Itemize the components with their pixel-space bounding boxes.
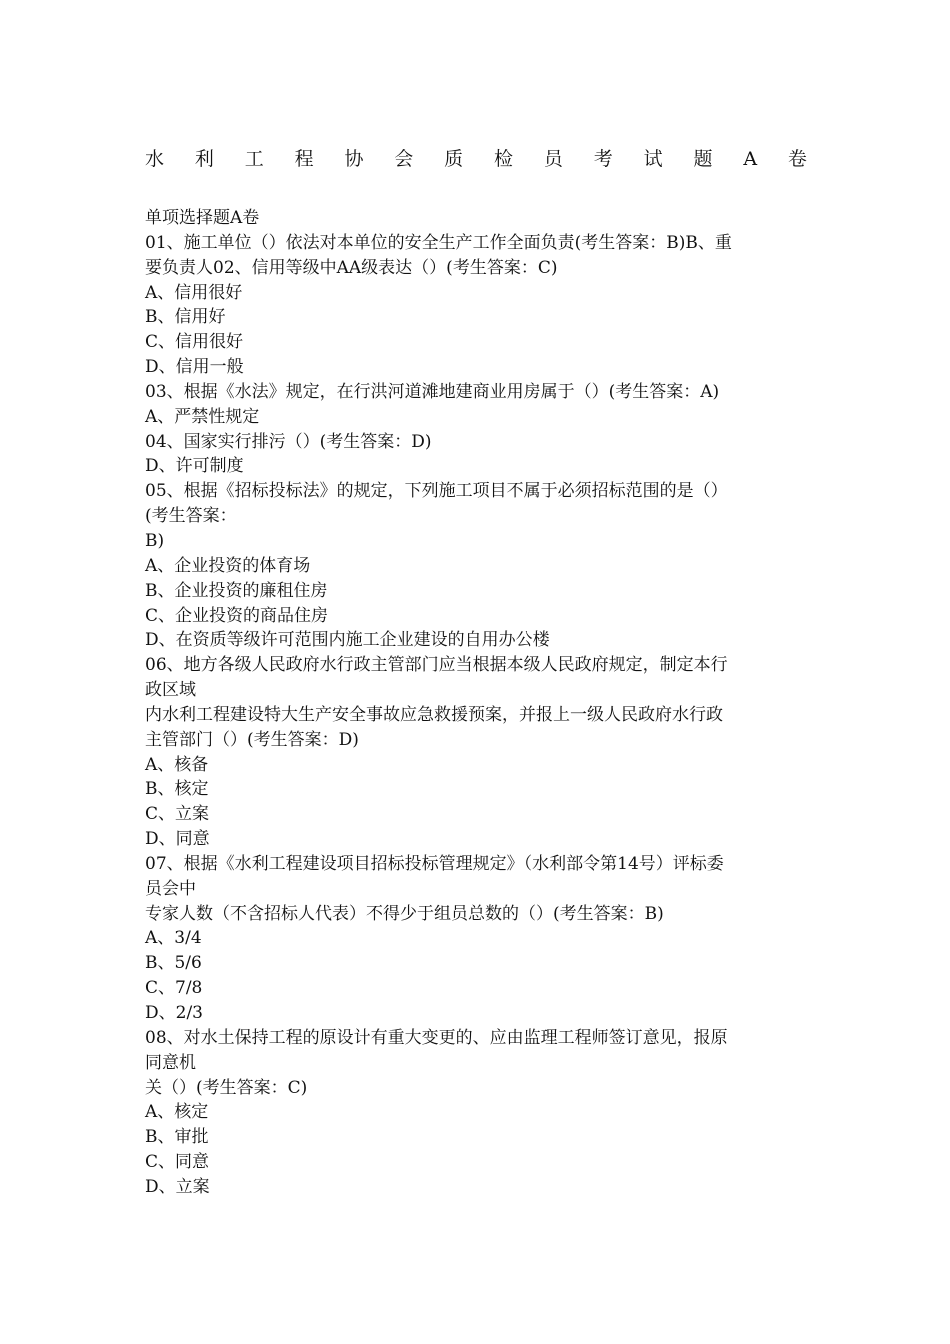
text-line: C、同意 <box>145 1152 210 1173</box>
text-line: 同意机 <box>145 1052 196 1073</box>
text-line: D、许可制度 <box>145 456 244 477</box>
title-char: 工 <box>244 148 264 170</box>
text-line: D、2/3 <box>145 1003 203 1023</box>
title-char: 会 <box>394 148 414 170</box>
title-char: 检 <box>494 148 514 170</box>
text-line: 要负责人02、信用等级中AA级表达（）(考生答案：C) <box>145 257 558 278</box>
text-line: D、在资质等级许可范围内施工企业建设的自用办公楼 <box>145 630 550 651</box>
text-line: C、立案 <box>145 804 210 825</box>
text-line: 关（）(考生答案：C) <box>145 1077 308 1098</box>
text-line: C、7/8 <box>145 978 203 999</box>
text-line: (考生答案： <box>145 506 237 527</box>
text-line: 07、根据《水利工程建设项目招标投标管理规定》（水利部令第14号）评标委 <box>145 853 724 874</box>
text-line: 员会中 <box>145 878 196 899</box>
text-line: D、同意 <box>145 829 210 850</box>
text-line: C、信用很好 <box>145 332 244 353</box>
text-line: A、核定 <box>145 1102 209 1123</box>
title-char: 质 <box>444 148 464 170</box>
text-line: 05、根据《招标投标法》的规定，下列施工项目不属于必须招标范围的是（） <box>145 481 728 502</box>
text-line: B、5/6 <box>145 953 202 974</box>
text-line: D、信用一般 <box>145 357 244 378</box>
document-title <box>145 146 807 172</box>
text-line: A、企业投资的体育场 <box>145 555 311 576</box>
text-line: 政区域 <box>145 680 196 701</box>
title-char: 试 <box>643 148 663 170</box>
text-line: 单项选择题A卷 <box>145 208 260 228</box>
title-char: 协 <box>344 148 364 170</box>
text-line: 主管部门（）(考生答案：D) <box>145 729 359 750</box>
title-char: 考 <box>593 148 613 170</box>
title-char: 题 <box>693 148 713 170</box>
text-line: A、核备 <box>145 754 209 775</box>
text-line: B、信用好 <box>145 307 226 328</box>
text-line: 04、国家实行排污（）(考生答案：D) <box>145 431 432 452</box>
text-line: 01、施工单位（）依法对本单位的安全生产工作全面负责(考生答案：B)B、重 <box>145 232 732 253</box>
text-line: A、严禁性规定 <box>145 406 260 427</box>
text-line: B、审批 <box>145 1127 209 1148</box>
text-line: 06、地方各级人民政府水行政主管部门应当根据本级人民政府规定，制定本行 <box>145 655 728 676</box>
text-line: B、企业投资的廉租住房 <box>145 580 328 601</box>
text-line: B) <box>145 530 165 551</box>
text-line: D、立案 <box>145 1176 210 1197</box>
text-line: 内水利工程建设特大生产安全事故应急救援预案，并报上一级人民政府水行政 <box>145 704 723 725</box>
title-char: 卷 <box>787 148 807 170</box>
text-line: 专家人数（不含招标人代表）不得少于组员总数的（）(考生答案：B) <box>145 903 664 924</box>
title-char: 员 <box>543 148 563 170</box>
text-line: A、3/4 <box>145 928 202 949</box>
text-line: C、企业投资的商品住房 <box>145 605 329 626</box>
title-char: 利 <box>194 148 214 170</box>
title-char: 水 <box>145 148 165 170</box>
text-line: 08、对水土保持工程的原设计有重大变更的、应由监理工程师签订意见，报原 <box>145 1027 728 1048</box>
text-line: B、核定 <box>145 779 209 800</box>
text-line: 03、根据《水法》规定，在行洪河道滩地建商业用房属于（）(考生答案：A) <box>145 381 720 402</box>
title-char: A <box>743 148 758 170</box>
text-line: A、信用很好 <box>145 282 243 303</box>
title-char: 程 <box>294 148 314 170</box>
document-body <box>145 206 807 1200</box>
